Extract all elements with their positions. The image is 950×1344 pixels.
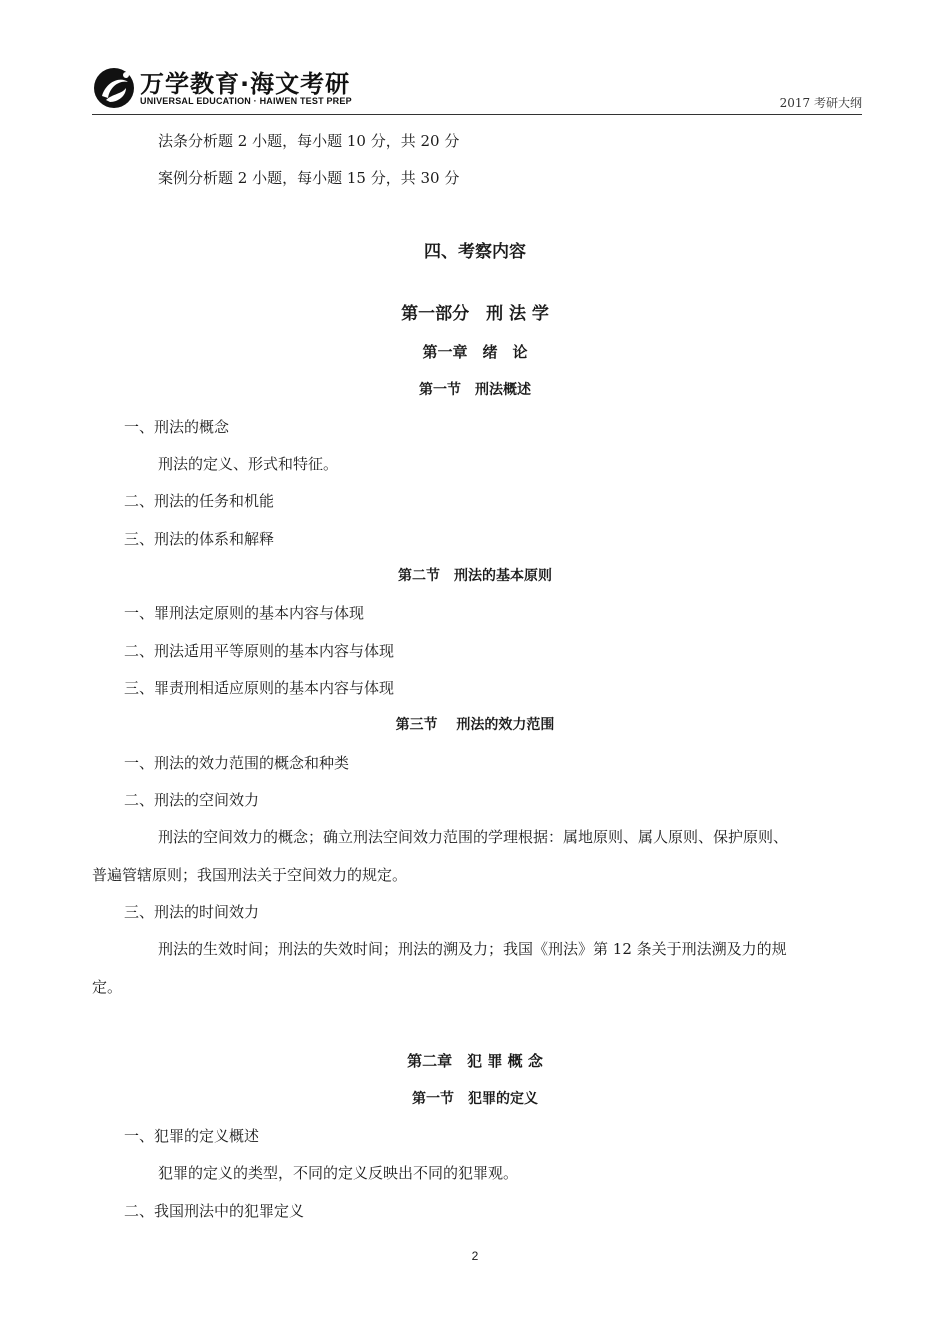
chapter-heading: 第一章 绪 论: [422, 343, 528, 361]
section-heading: 四、考察内容: [424, 242, 526, 262]
subsection-heading: 第三节 刑法的效力范围: [395, 717, 555, 733]
outline-item: 二、刑法的空间效力: [124, 791, 260, 809]
outline-item: 一、刑法的效力范围的概念和种类: [124, 754, 350, 772]
outline-item: 三、罪责刑相适应原则的基本内容与体现: [124, 679, 395, 697]
outline-detail: 刑法的生效时间；刑法的失效时间；刑法的溯及力；我国《刑法》第 12 条关于刑法溯及力的规: [158, 940, 787, 958]
outline-detail: 刑法的空间效力的概念；确立刑法空间效力范围的学理根据：属地原则、属人原则、保护原则、: [158, 828, 789, 846]
header-divider: [92, 114, 862, 115]
outline-item: 二、我国刑法中的犯罪定义: [124, 1202, 305, 1220]
page-number: 2: [471, 1249, 479, 1263]
outline-item: 一、犯罪的定义概述: [124, 1127, 260, 1145]
outline-detail: 刑法的定义、形式和特征。: [158, 455, 339, 473]
outline-detail-continued: 普遍管辖原则；我国刑法关于空间效力的规定。: [92, 866, 408, 884]
outline-detail-continued: 定。: [92, 978, 123, 996]
outline-item: 一、罪刑法定原则的基本内容与体现: [124, 604, 365, 622]
outline-item: 三、刑法的时间效力: [124, 903, 260, 921]
chapter-heading: 第二章 犯 罪 概 念: [407, 1052, 543, 1070]
outline-item: 二、刑法的任务和机能: [124, 492, 275, 510]
part-heading: 第一部分 刑 法 学: [401, 304, 549, 324]
outline-detail: 犯罪的定义的类型，不同的定义反映出不同的犯罪观。: [158, 1164, 519, 1182]
page-header: [92, 62, 862, 116]
brand-name-cn: 万学教育·海文考研: [140, 70, 351, 98]
logo-icon: [92, 66, 136, 110]
exam-item-statute-analysis: 法条分析题 2 小题，每小题 10 分，共 20 分: [158, 132, 460, 150]
subsection-heading: 第二节 刑法的基本原则: [398, 568, 552, 584]
outline-item: 三、刑法的体系和解释: [124, 530, 275, 548]
subsection-heading: 第一节 犯罪的定义: [412, 1091, 538, 1107]
brand-name-en: UNIVERSAL EDUCATION · HAIWEN TEST PREP: [140, 96, 352, 106]
outline-item: 二、刑法适用平等原则的基本内容与体现: [124, 642, 395, 660]
header-doc-title: 2017 考研大纲: [779, 96, 862, 110]
subsection-heading: 第一节 刑法概述: [419, 382, 531, 398]
outline-item: 一、刑法的概念: [124, 418, 230, 436]
exam-item-case-analysis: 案例分析题 2 小题，每小题 15 分，共 30 分: [158, 169, 460, 187]
